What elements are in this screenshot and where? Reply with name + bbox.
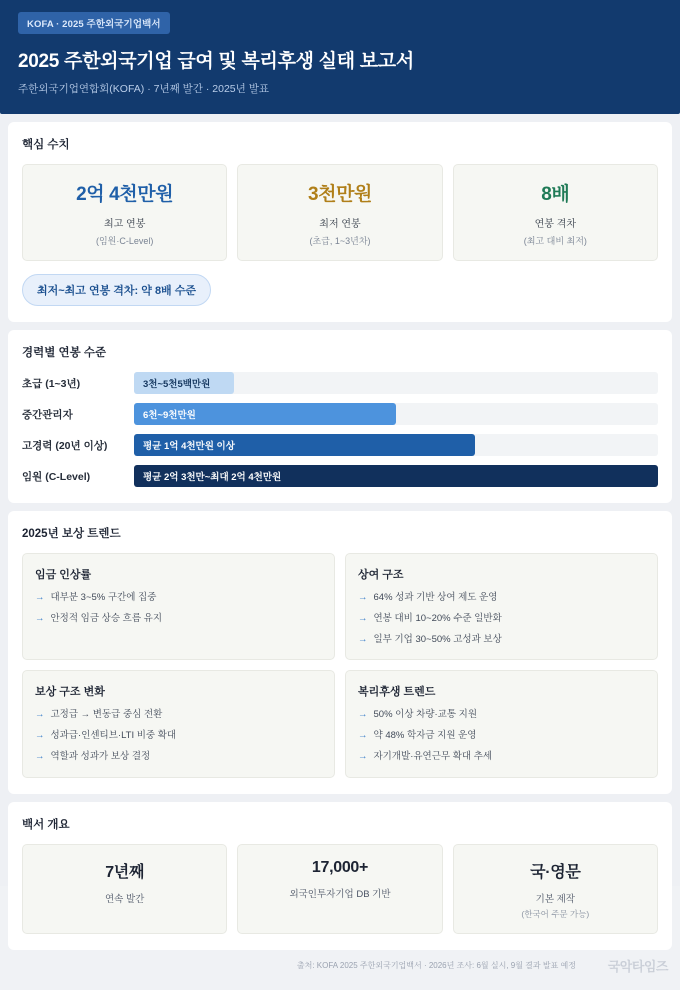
key-figure-label: 최저 연봉	[319, 219, 361, 230]
source-note: 출처: KOFA 2025 주한외국기업백서 · 2026년 조사: 6월 실시, 9월 결과 발표 예정	[296, 960, 576, 970]
report-footer	[8, 956, 672, 990]
trend-item-text: 역할과 성과가 보상 결정	[50, 751, 151, 763]
salary-bar-track	[134, 403, 658, 425]
trend-item-text: 자기개발·유연근무 확대 추세	[373, 751, 493, 763]
salary-bar-fill: 평균 2억 3천만~최대 2억 4천만원	[134, 465, 658, 487]
key-figure-card	[453, 164, 658, 261]
salary-bar-track	[134, 434, 658, 456]
overview-note: (한국어 주문 가능)	[521, 908, 590, 919]
header-badge: KOFA · 2025 주한외국기업백서	[18, 12, 170, 34]
salary-bar-fill: 6천~9천만원	[134, 403, 396, 425]
trend-card	[22, 670, 335, 777]
trend-card	[345, 670, 658, 777]
arrow-right-icon: →	[358, 730, 368, 742]
overview-card	[22, 844, 227, 934]
trend-item-text: 일부 기업 30~50% 고성과 보상	[373, 633, 502, 645]
overview-label: 기본 제작	[535, 893, 575, 905]
salary-bar-label: 고경력 (20년 이상)	[22, 439, 108, 452]
salary-bars-title: 경력별 연봉 수준	[22, 347, 107, 359]
watermark-logo: 국악타임즈	[607, 958, 668, 974]
key-figure-label: 최고 연봉	[103, 219, 146, 230]
trend-item-text: 성과급·인센티브·LTI 비중 확대	[50, 730, 177, 742]
salary-bar-row	[22, 465, 658, 487]
key-figure-card	[22, 164, 227, 261]
gap-highlight-pill: 최저~최고 연봉 격차: 약 8배 수준	[22, 274, 211, 306]
report-header	[0, 0, 680, 114]
trend-card	[22, 553, 335, 660]
trend-list-item	[35, 613, 322, 626]
trend-list-item	[358, 730, 645, 743]
salary-bar-fill: 평균 1억 4천만원 이상	[134, 434, 475, 456]
salary-bar-row	[22, 403, 658, 425]
salary-bar-row	[22, 372, 658, 394]
arrow-right-icon: →	[358, 751, 368, 763]
page-title: 2025 주한외국기업 급여 및 복리후생 실태 보고서	[18, 51, 414, 72]
overview-value: 7년째	[105, 863, 145, 881]
trend-list-item	[358, 634, 645, 647]
salary-bar-fill: 3천~5천5백만원	[134, 372, 234, 394]
trend-list-item	[358, 613, 645, 626]
trend-list-item	[35, 730, 322, 743]
trend-list-item	[35, 751, 322, 764]
overview-title: 백서 개요	[22, 818, 70, 831]
trends-section	[8, 511, 672, 794]
overview-value: 국·영문	[530, 863, 581, 881]
trend-card	[345, 553, 658, 660]
key-figure-value: 8배	[541, 184, 570, 205]
arrow-right-icon: →	[35, 730, 45, 742]
trend-item-text: 대부분 3~5% 구간에 집중	[50, 592, 157, 603]
key-figure-value: 2억 4천만원	[76, 184, 174, 205]
key-figures-title: 핵심 수치	[22, 139, 70, 151]
key-figures-row	[22, 164, 658, 261]
trend-item-text: 고정급 → 변동급 중심 전환	[50, 709, 163, 721]
key-figure-note: (최고 대비 최저)	[523, 236, 587, 246]
key-figures-section	[8, 122, 672, 322]
overview-label: 외국인투자기업 DB 기반	[289, 888, 391, 900]
arrow-right-icon: →	[35, 612, 45, 624]
salary-bar-track	[134, 372, 658, 394]
trend-card-title: 복리후생 트렌드	[358, 686, 436, 699]
overview-label: 연속 발간	[104, 893, 145, 905]
arrow-right-icon: →	[35, 592, 45, 603]
arrow-right-icon: →	[35, 751, 45, 763]
trend-list-item	[358, 751, 645, 764]
overview-card	[237, 844, 442, 934]
trends-grid	[22, 553, 658, 778]
trend-list-item	[358, 709, 645, 722]
trend-card-title: 보상 구조 변화	[35, 686, 105, 699]
trend-card-title: 임금 인상률	[35, 569, 92, 581]
arrow-right-icon: →	[35, 709, 45, 721]
key-figure-note: (초급, 1~3년차)	[309, 236, 371, 246]
header-subtitle: 주한외국기업연합회(KOFA) · 7년째 발간 · 2025년 발표	[18, 83, 269, 95]
trend-list-item	[358, 592, 645, 605]
overview-row	[22, 844, 658, 934]
arrow-right-icon: →	[358, 633, 368, 645]
trend-item-text: 약 48% 학자금 지원 운영	[373, 730, 477, 742]
trend-list-item	[35, 709, 322, 722]
trend-item-text: 안정적 임금 상승 흐름 유지	[50, 612, 163, 624]
key-figure-card	[237, 164, 442, 261]
salary-bar-row	[22, 434, 658, 456]
key-figure-label: 연봉 격차	[534, 219, 577, 230]
overview-card	[453, 844, 658, 934]
arrow-right-icon: →	[358, 592, 368, 603]
overview-value: 17,000+	[311, 858, 369, 876]
key-figure-note: (임원·C-Level)	[95, 236, 154, 246]
trend-item-text: 64% 성과 기반 상여 제도 운영	[373, 592, 498, 603]
trends-title: 2025년 보상 트렌드	[22, 528, 121, 540]
salary-bar-track	[134, 465, 658, 487]
arrow-right-icon: →	[358, 612, 368, 624]
arrow-right-icon: →	[358, 709, 368, 721]
salary-bar-label: 임원 (C-Level)	[22, 470, 91, 483]
trend-item-text: 50% 이상 차량·교통 지원	[373, 709, 478, 721]
trend-list-item	[35, 592, 322, 605]
salary-bar-label: 중간관리자	[22, 408, 73, 421]
overview-section	[8, 802, 672, 950]
salary-bar-label: 초급 (1~3년)	[22, 377, 81, 390]
salary-bars-section	[8, 330, 672, 503]
trend-card-title: 상여 구조	[358, 569, 404, 581]
trend-item-text: 연봉 대비 10~20% 수준 일반화	[373, 612, 502, 624]
key-figure-value: 3천만원	[307, 184, 372, 205]
